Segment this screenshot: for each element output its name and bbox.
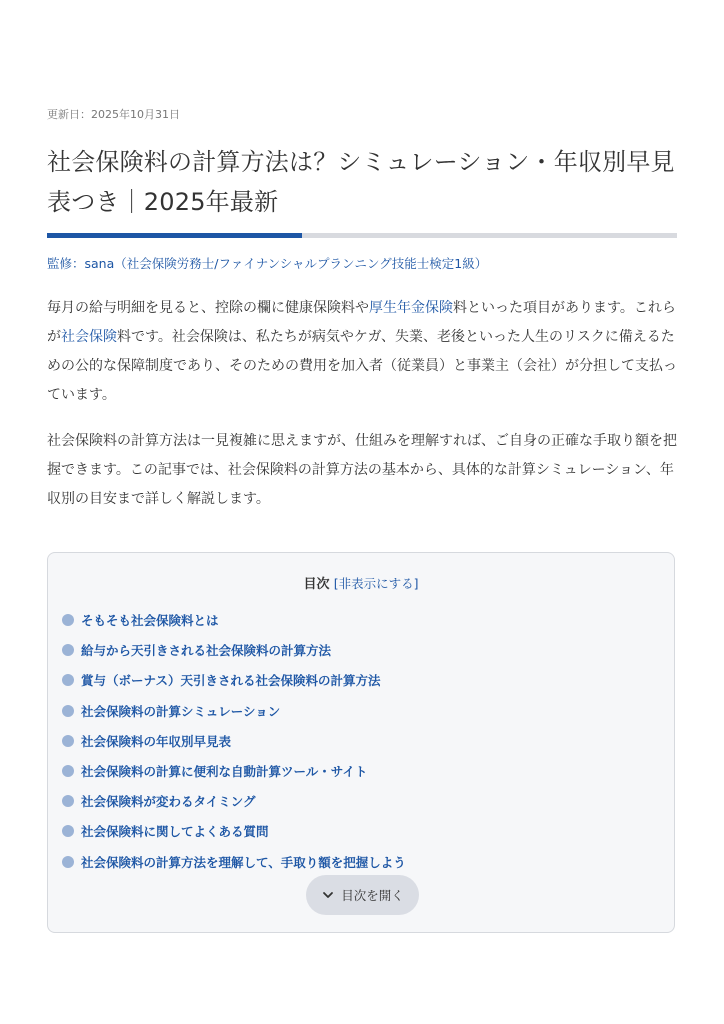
intro-text-b: 料といった項目があります。これらが: [47, 300, 676, 345]
bullet-dot-icon: [62, 765, 74, 777]
toc-list: [62, 605, 406, 877]
toc-item[interactable]: [62, 786, 406, 816]
supervisor-credit: 監修：sana（社会保険労務士/ファイナンシャルプランニング技能士検定1級）: [47, 256, 488, 271]
title-underline-accent: [47, 233, 302, 238]
toc-item-label: 社会保険料に関してよくある質問: [81, 824, 269, 840]
bullet-dot-icon: [62, 614, 74, 626]
toc-hide-toggle[interactable]: [非表示にする]: [333, 576, 419, 591]
toc-header: [48, 573, 674, 592]
toc-item[interactable]: [62, 696, 406, 726]
toc-item-label: 社会保険料の年収別早見表: [81, 733, 232, 749]
toc-item-label: 給与から天引きされる社会保険料の計算方法: [81, 643, 332, 659]
toc-item-label: 社会保険料が変わるタイミング: [81, 794, 256, 810]
bullet-dot-icon: [62, 825, 74, 837]
updated-date: 更新日：2025年10月31日: [47, 108, 180, 121]
link-kosei-nenkin-hoken[interactable]: 厚生年金保険: [369, 300, 453, 316]
bullet-dot-icon: [62, 644, 74, 656]
toc-item[interactable]: [62, 605, 406, 635]
toc-item-label: 社会保険料の計算に便利な自動計算ツール・サイト: [81, 764, 368, 780]
intro-text-c: 料です。社会保険は、私たちが病気やケガ、失業、老後といった人生のリスクに備えるための公的な保障制度であり、そのための費用を加入者（従業員）と事業主（会社）が分担して支払っています。: [47, 329, 677, 403]
intro-text-a: 毎月の給与明細を見ると、控除の欄に健康保険料や: [47, 300, 369, 316]
toc-item[interactable]: [62, 756, 406, 786]
toc-item[interactable]: [62, 816, 406, 846]
bullet-dot-icon: [62, 856, 74, 868]
table-of-contents: [47, 552, 675, 933]
link-shakai-hoken[interactable]: 社会保険: [61, 329, 117, 345]
toc-open-button[interactable]: [306, 875, 419, 915]
toc-item-label: 社会保険料の計算シミュレーション: [81, 703, 281, 719]
toc-heading: 目次: [303, 577, 330, 592]
toc-item[interactable]: [62, 665, 406, 695]
toc-item[interactable]: [62, 635, 406, 665]
bullet-dot-icon: [62, 705, 74, 717]
page-title: 社会保険料の計算方法は？シミュレーション・年収別早見表つき｜2025年最新: [47, 148, 675, 216]
toc-item[interactable]: [62, 726, 406, 756]
toc-item-label: 社会保険料の計算方法を理解して、手取り額を把握しよう: [81, 854, 406, 870]
bullet-dot-icon: [62, 735, 74, 747]
title-underline-bar: [47, 233, 677, 238]
chevron-down-icon: [321, 888, 335, 902]
bullet-dot-icon: [62, 795, 74, 807]
toc-item-label: そもそも社会保険料とは: [81, 613, 219, 629]
bullet-dot-icon: [62, 674, 74, 686]
intro-paragraph-2: 社会保険料の計算方法は一見複雑に思えますが、仕組みを理解すれば、ご自身の正確な手取り額を把握できます。この記事では、社会保険料の計算方法の基本から、具体的な計算シミュレーション、年収別の目安まで詳しく解説します。: [47, 433, 677, 507]
intro-paragraph-1: [47, 294, 677, 410]
toc-item-label: 賞与（ボーナス）天引きされる社会保険料の計算方法: [81, 673, 381, 689]
toc-open-label: 目次を開く: [341, 888, 404, 903]
toc-item[interactable]: [62, 847, 406, 877]
